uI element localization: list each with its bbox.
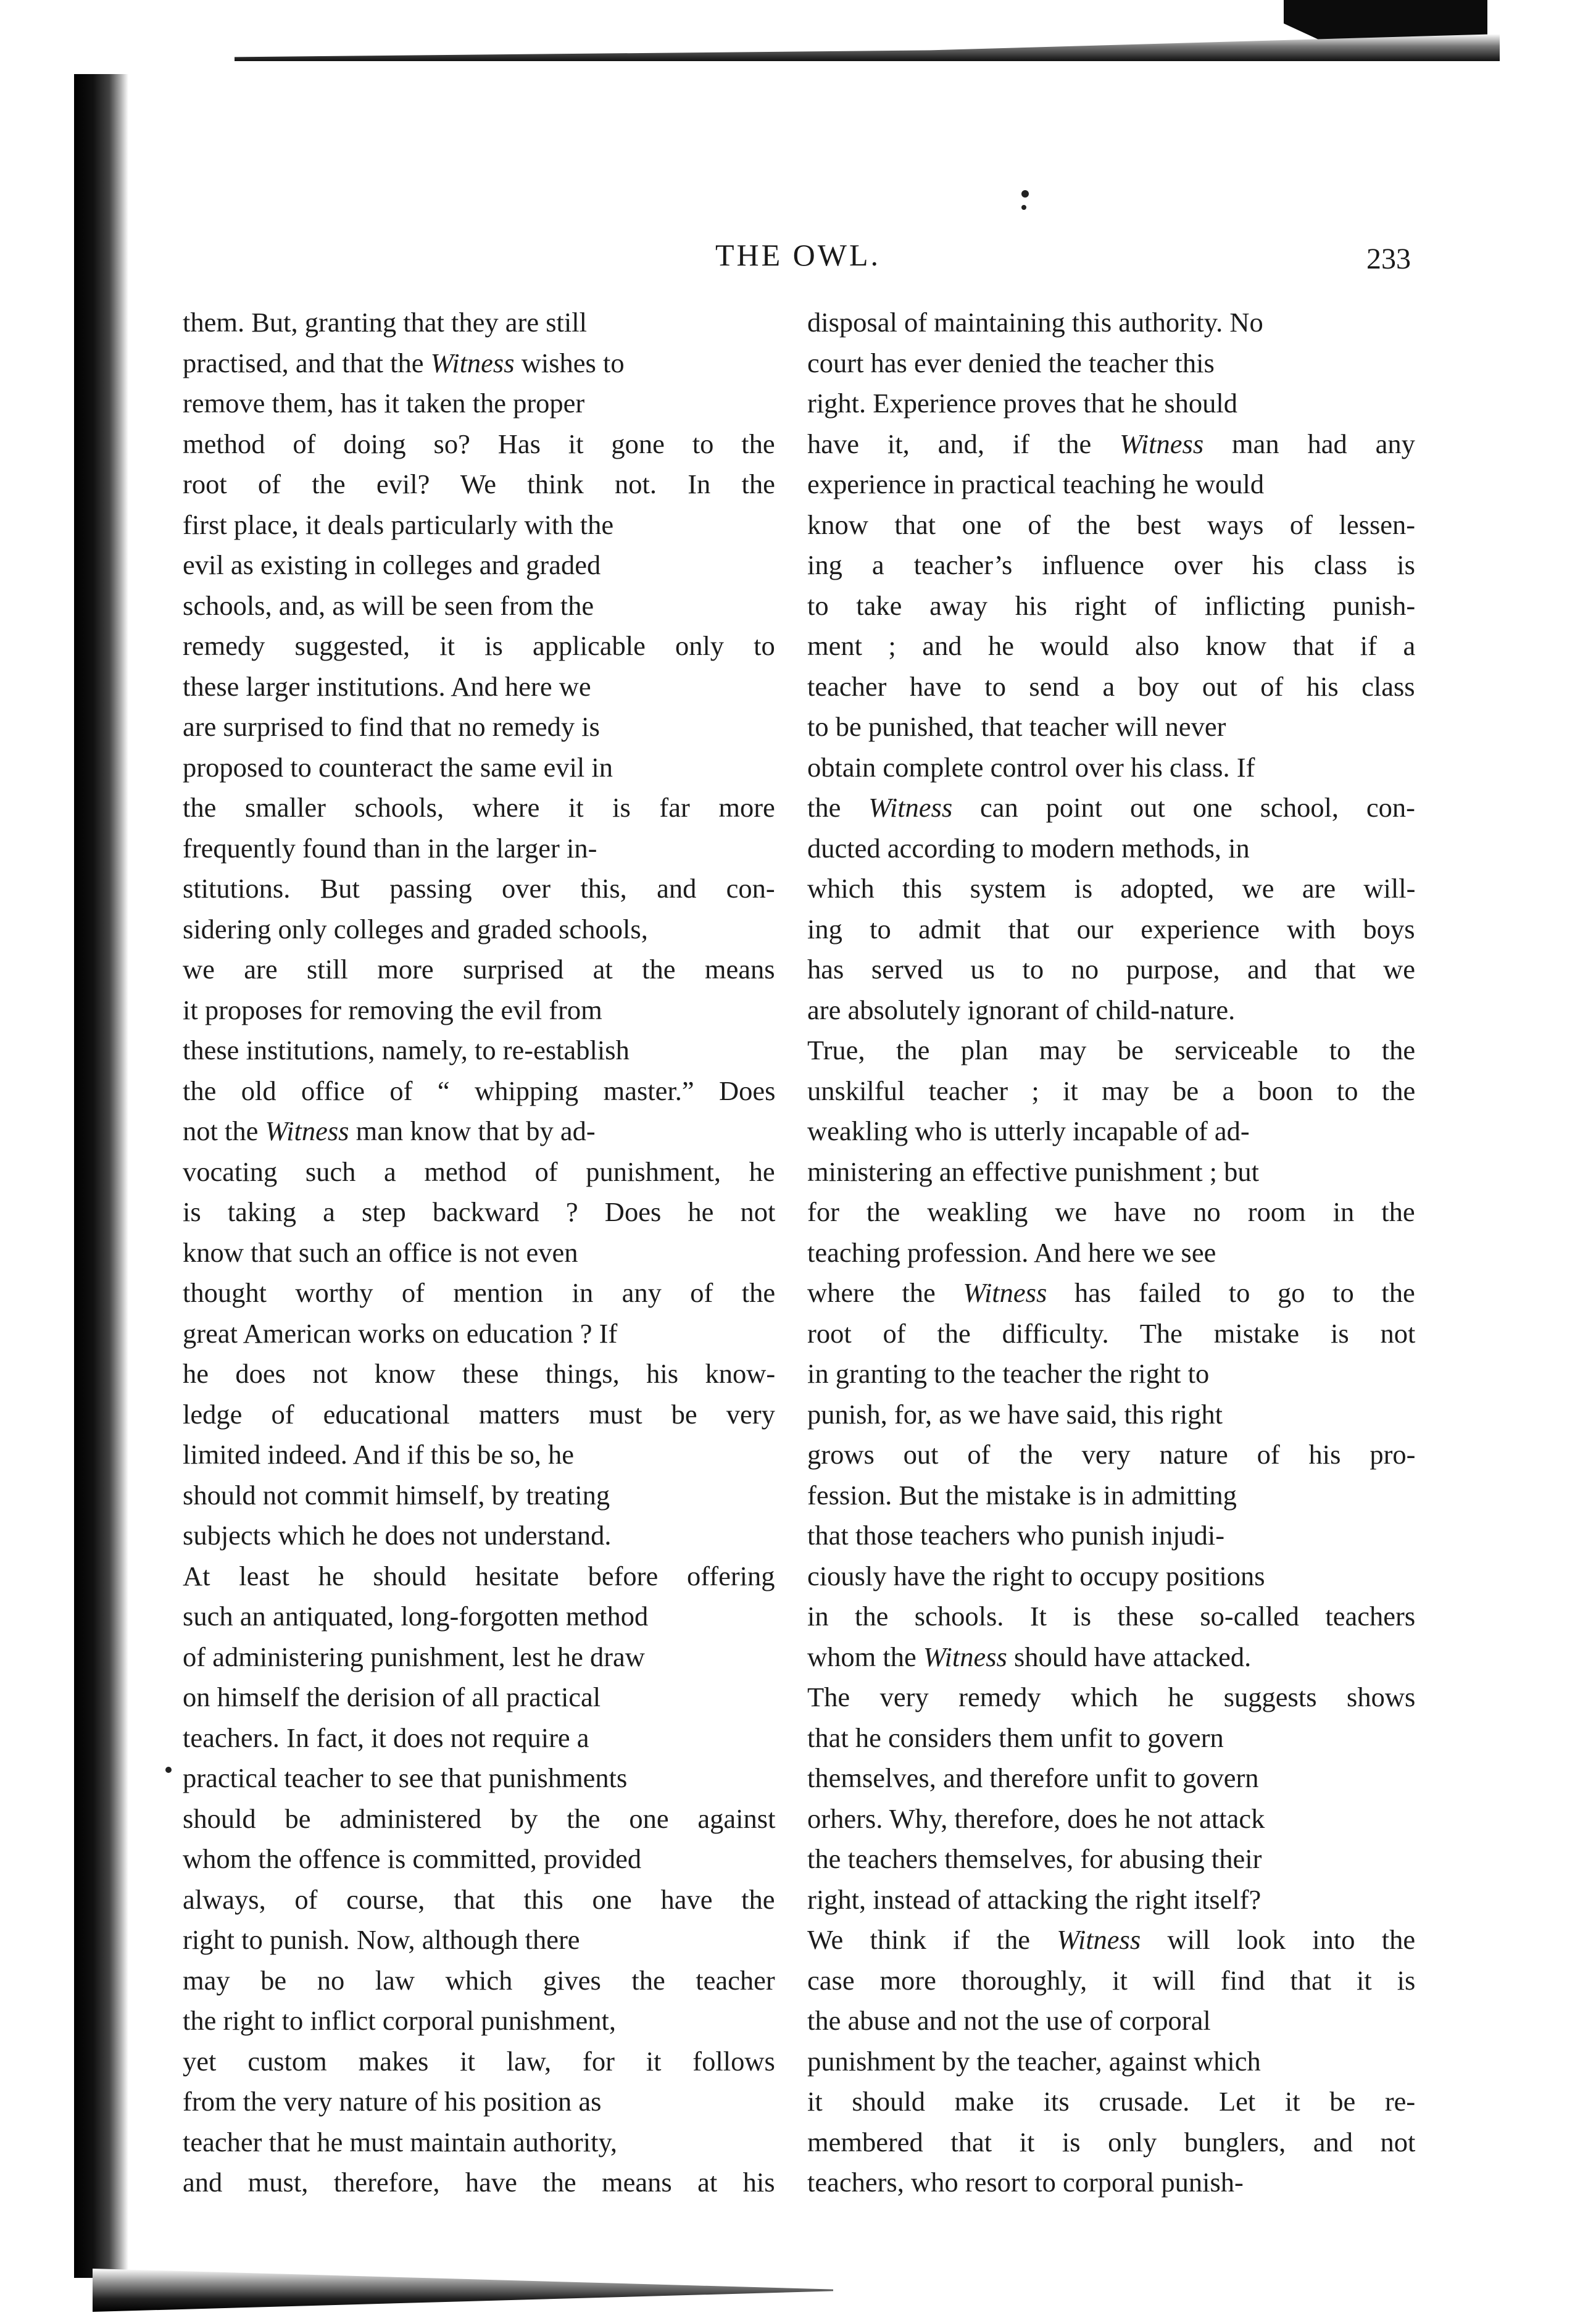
text-line: first place, it deals particularly with the (183, 509, 614, 540)
text-line: are surprised to find that no remedy is (183, 711, 600, 742)
text-line: membered that it is only bunglers, and not (807, 2126, 1416, 2157)
text-line: whom the Witness should have attacked. (807, 1641, 1252, 1672)
scan-edge-bottom (93, 2269, 833, 2312)
text-line: always, of course, that this one have the (183, 1883, 775, 1915)
text-line: he does not know these things, his know- (183, 1358, 776, 1389)
text-line: such an antiquated, long-forgotten method (183, 1601, 649, 1632)
text-line: court has ever denied the teacher this (807, 347, 1215, 378)
text-line: The very remedy which he suggests shows (807, 1682, 1416, 1712)
text-line: ledge of educational matters must be very (183, 1398, 775, 1430)
text-line: know that one of the best ways of lessen- (807, 509, 1416, 540)
text-line: the right to inflict corporal punishment, (183, 2005, 616, 2036)
text-line: True, the plan may be serviceable to the (807, 1035, 1416, 1065)
text-line: in granting to the teacher the right to (807, 1358, 1210, 1389)
text-line: is taking a step backward ? Does he not (183, 1196, 776, 1227)
text-line: yet custom makes it law, for it follows (183, 2045, 775, 2077)
text-line: the Witness can point out one school, con- (807, 792, 1415, 823)
text-line: from the very nature of his position as (183, 2086, 602, 2117)
text-line: the smaller schools, where it is far more (183, 792, 775, 823)
text-line: teachers, who resort to corporal punish- (807, 2167, 1244, 2198)
page-header (185, 237, 1411, 280)
text-line: proposed to counteract the same evil in (183, 751, 613, 783)
text-line: vocating such a method of punishment, he (183, 1156, 775, 1187)
text-line: method of doing so? Has it gone to the (183, 428, 775, 459)
text-line: disposal of maintaining this authority. No (807, 307, 1263, 338)
text-line: are absolutely ignorant of child-nature. (807, 994, 1236, 1025)
text-line: on himself the derision of all practical (183, 1682, 601, 1712)
text-line: the old office of “ whipping master.” Does (183, 1075, 776, 1106)
text-line: the teachers themselves, for abusing their (807, 1843, 1262, 1874)
text-line: teachers. In fact, it does not require a (183, 1722, 589, 1753)
right-text-column (807, 302, 1415, 2203)
text-line: we are still more surprised at the means (183, 954, 775, 985)
text-line: that he considers them unfit to govern (807, 1722, 1224, 1753)
text-line: schools, and, as will be seen from the (183, 590, 594, 621)
text-line: where the Witness has failed to go to the (807, 1277, 1415, 1308)
text-line: remedy suggested, it is applicable only to (183, 630, 775, 661)
text-line: ducted according to modern methods, in (807, 832, 1250, 864)
scan-edge-top (235, 34, 1500, 61)
text-line: sidering only colleges and graded schools, (183, 913, 648, 944)
scan-speck (1021, 205, 1026, 210)
text-line: practical teacher to see that punishments (183, 1762, 628, 1793)
text-line: ciously have the right to occupy positions (807, 1560, 1265, 1591)
text-line: weakling who is utterly incapable of ad- (807, 1115, 1250, 1146)
text-line: grows out of the very nature of his pro- (807, 1439, 1416, 1470)
text-line: evil as existing in colleges and graded (183, 549, 601, 580)
text-line: practised, and that the Witness wishes to (183, 347, 625, 378)
left-text-column (183, 302, 775, 2203)
text-line: right to punish. Now, although there (183, 1924, 580, 1955)
text-line: know that such an office is not even (183, 1236, 578, 1268)
text-line: themselves, and therefore unfit to govern (807, 1762, 1259, 1793)
text-line: root of the difficulty. The mistake is not (807, 1317, 1416, 1349)
page-title: THE OWL. (715, 238, 881, 272)
text-line: experience in practical teaching he would (807, 469, 1265, 499)
text-line: whom the offence is committed, provided (183, 1843, 642, 1874)
text-line: may be no law which gives the teacher (183, 1964, 775, 1996)
text-line: in the schools. It is these so-called teachers (807, 1601, 1416, 1632)
text-line: them. But, granting that they are still (183, 307, 588, 338)
scan-binding-edge (74, 74, 128, 2278)
text-line: for the weakling we have no room in the (807, 1196, 1415, 1227)
text-line: should not commit himself, by treating (183, 1479, 610, 1511)
text-line: unskilful teacher ; it may be a boon to the (807, 1075, 1416, 1106)
text-line: orhers. Why, therefore, does he not attack (807, 1803, 1265, 1834)
text-line: which this system is adopted, we are will- (807, 873, 1416, 904)
text-line: to take away his right of inflicting punish- (807, 590, 1416, 621)
text-line: case more thoroughly, it will find that it is (807, 1964, 1416, 1996)
text-line: teacher that he must maintain authority, (183, 2126, 617, 2157)
text-line: stitutions. But passing over this, and con- (183, 873, 775, 904)
text-line: punish, for, as we have said, this right (807, 1398, 1223, 1430)
text-line: and must, therefore, have the means at his (183, 2167, 775, 2198)
text-line: has served us to no purpose, and that we (807, 954, 1416, 985)
text-line: At least he should hesitate before offering (183, 1560, 775, 1591)
text-line: should be administered by the one against (183, 1803, 776, 1834)
text-line: teaching profession. And here we see (807, 1236, 1216, 1268)
text-line: these larger institutions. And here we (183, 670, 591, 702)
text-line: frequently found than in the larger in- (183, 832, 597, 864)
text-line: fession. But the mistake is in admitting (807, 1479, 1237, 1511)
text-line: root of the evil? We think not. In the (183, 469, 775, 499)
text-line: teacher have to send a boy out of his class (807, 670, 1415, 702)
text-line: We think if the Witness will look into the (807, 1924, 1416, 1955)
text-line: the abuse and not the use of corporal (807, 2005, 1211, 2036)
text-line: limited indeed. And if this be so, he (183, 1439, 575, 1470)
text-line: these institutions, namely, to re-establish (183, 1035, 630, 1065)
scan-speck (165, 1767, 172, 1773)
text-line: have it, and, if the Witness man had any (807, 428, 1415, 459)
text-line: great American works on education ? If (183, 1317, 618, 1349)
scan-speck (1021, 190, 1029, 198)
text-line: right. Experience proves that he should (807, 388, 1237, 419)
page-number: 233 (1366, 243, 1411, 275)
text-line: ministering an effective punishment ; but (807, 1156, 1260, 1187)
text-line: to be punished, that teacher will never (807, 711, 1226, 742)
text-line: ment ; and he would also know that if a (807, 630, 1416, 661)
text-line: thought worthy of mention in any of the (183, 1277, 776, 1308)
text-line: right, instead of attacking the right itself? (807, 1883, 1261, 1915)
text-line: of administering punishment, lest he draw (183, 1641, 645, 1672)
text-line: ing to admit that our experience with boys (807, 913, 1415, 944)
text-line: it should make its crusade. Let it be re- (807, 2086, 1416, 2117)
text-line: remove them, has it taken the proper (183, 388, 585, 419)
text-line: it proposes for removing the evil from (183, 994, 602, 1025)
text-line: subjects which he does not understand. (183, 1520, 612, 1551)
text-line: punishment by the teacher, against which (807, 2045, 1261, 2077)
text-line: not the Witness man know that by ad- (183, 1115, 596, 1146)
text-line: that those teachers who punish injudi- (807, 1520, 1225, 1551)
text-line: ing a teacher’s influence over his class is (807, 549, 1415, 580)
text-line: obtain complete control over his class. If (807, 751, 1255, 783)
